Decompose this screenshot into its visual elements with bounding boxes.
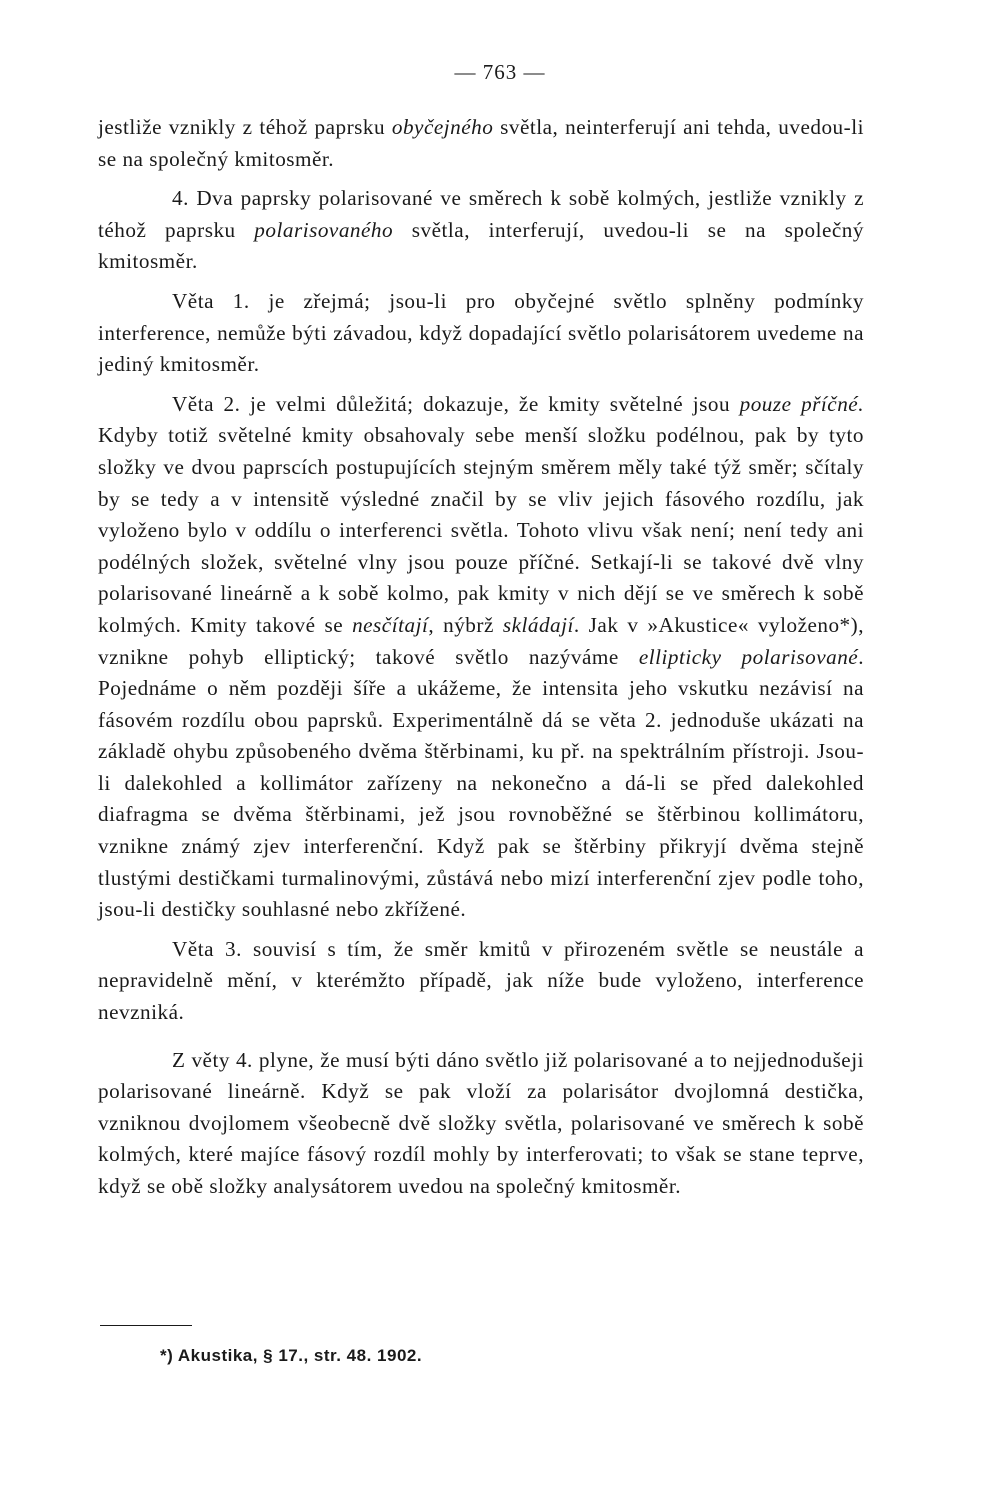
- emphasis-text: ellipticky polarisované: [638, 644, 859, 669]
- text-run: světla, neinterferují ani tehda, uvedou-li se na společný kmitosměr.: [98, 115, 864, 171]
- body-text: [98, 112, 864, 1203]
- text-run: Věta 1. je zřejmá; jsou-li pro obyčejné světlo splněny podmínky interference, nemůže býti závadou, když dopadající světlo polarisátorem uvedeme na jediný kmitosměr.: [98, 288, 864, 377]
- text-run: Kdyby totiž světelné kmity obsahovaly sebe menší složku podélnou, pak by tyto složky ve dvou paprscích postupujících stejným směrem měly také týž směr; sčítaly by se tedy a v intensitě výsledné značil by se vliv jejich fásového rozdílu, jak vyloženo bylo v oddílu o interferenci světla. Tohoto vlivu však není; není tedy ani podélných složek, světelné vlny jsou pouze příčné. Setkají-li se takové dvě vlny polarisované lineárně a k sobě kolmo, pak kmity v nich dějí se ve směrech k sobě kolmých. Kmity takové se: [98, 423, 864, 637]
- paragraph: [98, 183, 864, 278]
- paragraph: [98, 286, 864, 381]
- text-run: , nýbrž: [428, 612, 503, 637]
- paragraph: [98, 112, 864, 175]
- paragraph: [98, 389, 864, 926]
- emphasis-text: skládají: [502, 612, 574, 637]
- text-run: světla, interferují, uvedou-li se na společný kmitosměr.: [98, 217, 864, 274]
- text-run: jestliže vznikly z téhož paprsku: [98, 115, 392, 139]
- emphasis-text: obyčejného: [391, 115, 494, 139]
- paragraph: [98, 1045, 864, 1203]
- paragraph: [98, 934, 864, 1029]
- text-run: . Pojednáme o něm později šíře a ukážeme, že intensita jeho vskutku nezávisí na fásovém rozdílu obou paprsků. Experimentálně dá se věta 2. jednoduše ukázati na základě ohybu způsobeného dvěma štěrbinami, ku př. na spektrálním přístroji. Jsou-li dalekohled a kollimátor zařízeny na nekonečno a dá-li se před dalekohled diafragma se dvěma štěrbinami, jež jsou rovnoběžné se štěrbinou kollimátoru, vznikne známý zjev interferenční. Když pak se štěrbiny přikryjí dvěma stejně tlustými destičkami turmalinovými, zůstává nebo mizí interferenční zjev podle toho, jsou-li destičky souhlasné nebo zkřížené.: [98, 644, 864, 922]
- text-run: Věta 3. souvisí s tím, že směr kmitů v přirozeném světle se neustále a nepravidelně mění, v kterémžto případě, jak níže bude vyloženo, interference nevzniká.: [98, 936, 864, 1025]
- emphasis-text: polarisovaného: [254, 217, 394, 242]
- emphasis-text: nesčítají: [352, 612, 429, 637]
- page-number: — 763 —: [454, 60, 546, 84]
- text-run: Z věty 4. plyne, že musí býti dáno světlo již polarisované a to nejjednodušeji polarisované lineárně. Když se pak vloží za polarisátor dvojlomná destička, vzniknou dvojlomem všeobecně dvě složky světla, polarisované ve směrech k sobě kolmých, které majíce fásový rozdíl mohly by interferovati; to však se stane teprve, když se obě složky analysátorem uvedou na společný kmitosměr.: [98, 1047, 864, 1198]
- text-run: Věta 2. je velmi důležitá; dokazuje, že kmity světelné jsou: [172, 391, 740, 416]
- text-run: . Jak v »Akustice« vyloženo*), vznikne pohyb elliptický; takové světlo nazýváme: [98, 612, 865, 669]
- footnote-rule: [100, 1325, 192, 1326]
- footnote: *) Akustika, § 17., str. 48. 1902.: [160, 1346, 423, 1365]
- text-run: 4. Dva paprsky polarisované ve směrech k sobě kolmých, jestliže vznikly z téhož paprsku: [98, 186, 864, 242]
- emphasis-text: pouze příčné.: [739, 391, 864, 416]
